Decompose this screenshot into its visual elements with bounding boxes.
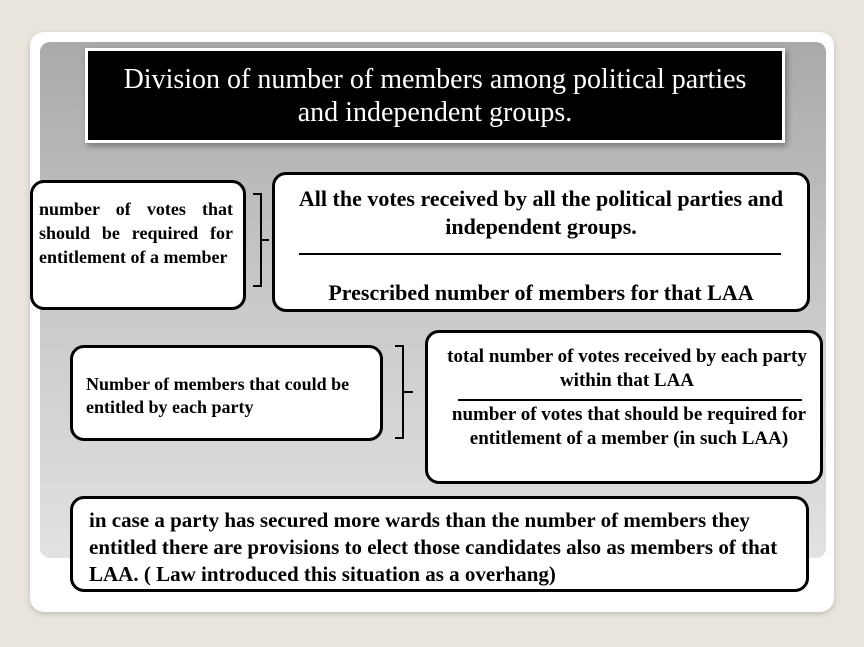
vote-requirement-denominator: Prescribed number of members for that LAA bbox=[328, 280, 754, 305]
party-entitlement-numerator: total number of votes received by each party within that LAA bbox=[447, 346, 807, 391]
party-entitlement-bracket-tick bbox=[403, 391, 413, 393]
vote-requirement-bracket-tick bbox=[261, 239, 269, 241]
party-entitlement-formula-box bbox=[425, 330, 823, 484]
party-entitlement-denominator: number of votes that should be required for entitlement of a member (in such LAA) bbox=[451, 404, 807, 449]
vote-requirement-label: number of votes that should be required for entitlement of a member bbox=[39, 199, 233, 267]
overhang-note: in case a party has secured more wards than the number of members they entitled there are provisions to elect those candidates also as members of that LAA. ( Law introduced this situation as a overhang) bbox=[89, 508, 778, 586]
vote-requirement-fraction-line bbox=[299, 253, 781, 255]
slide-title bbox=[85, 48, 785, 143]
party-entitlement-label: Number of members that could be entitled by each party bbox=[86, 374, 350, 417]
vote-requirement-formula-box bbox=[272, 172, 810, 312]
slide-title-text: Division of number of members among political parties and independent groups. bbox=[123, 63, 747, 128]
party-entitlement-fraction-line bbox=[458, 399, 802, 401]
overhang-note-box bbox=[70, 496, 809, 592]
vote-requirement-label-box bbox=[30, 180, 246, 310]
party-entitlement-label-box bbox=[70, 345, 383, 441]
vote-requirement-numerator: All the votes received by all the political parties and independent groups. bbox=[298, 186, 784, 239]
